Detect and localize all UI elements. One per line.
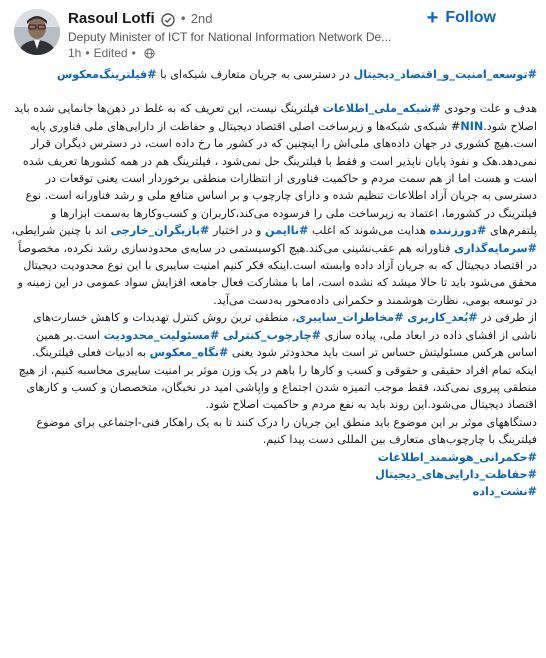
author-name-row [68, 10, 212, 27]
hashtag-link[interactable]: #بازیگران_خارجی [110, 224, 210, 238]
hashtag-link[interactable]: #فیلترینگ‌معکوس [56, 68, 157, 81]
hashtag-link[interactable]: #بُعد_کاربری [407, 311, 478, 325]
hashtag-link[interactable]: #نگاه_معکوس [149, 346, 229, 360]
post-body [9, 66, 537, 654]
edited-label: Edited [93, 46, 128, 60]
hashtag-link[interactable]: #مسئولیت_محدودیت [103, 328, 220, 342]
paragraph-gap [9, 83, 537, 100]
avatar[interactable] [14, 9, 60, 55]
hashtag-link[interactable]: #سرمایه‌گذاری [454, 241, 537, 255]
post-paragraph-4: دستگاههای موثر بر این موضوع باید منطق این جریان را درک کنند تا به یک راهکار فنی-اجتماعی برای موضوع فیلترینگ با چارچوب‌های متعارف بین المللی دست پیدا کنیم. [36, 415, 537, 447]
hashtag-link[interactable]: NIN [460, 119, 484, 133]
hashtag-link[interactable]: #توسعه_امنیت_و_اقتصاد_دیجیتال [353, 68, 537, 81]
hashtag-line [9, 466, 537, 483]
follow-button[interactable] [427, 8, 496, 28]
post-text: فیلترینگ نیست، این تعریف که به غلط در ذهن‌ها جانمایی شده باید اصلاح شود. [14, 102, 537, 133]
post-paragraph-3: اینکه تمام افراد حقیقی و حقوقی و کسب و کارها را باهم در یک وزن موثر بر امنیت سایبری محاسبه کنیم، از هیچ منطقی پیروی نمی‌کند، فقط موجب اتمیزه شدن اجتماع و واپاشی امید در نخبگان، متخصصان و کسب و کارهای اقتصاد دیجیتال می‌شود.این روند باید به نفع مردم و حاکمیت اصلاح شود. [18, 363, 537, 412]
post-title [9, 66, 537, 83]
post-text: # شبکه‌ی شبکه‌ها و زیرساخت اصلی اقتصاد دیجیتال و حفاظت از دارایی‌های ملی فناوری پایه است.هیچ کشوری در جهان داده‌های ملی‌اش را اینچنین که در کشور ما رخ داده است، در دسترس دیگران قرار نمی‌دهد.هک و نفوذ پایان ناپذیر است و فقط با فیلترینگ حل نمی‌شود ، فیلترینگ هم در همه کشورها تعریف شده است و هست اما از هم سمت مردم و حاکمیت فناوری از انتظارات منطقی برخوردار است یعنی توقعات در دسترسی به جریان آزاد اطلاعات تنظیم شده و دارای چارچوب و بر اساس منافع ملی و رشد فناورانه است. نوع فیلترینگ در کشورما، اعتماد به زیرساخت ملی را فرسوده می‌کند،کاربران و کسب‌وکارها به‌سمت ابزارها و پلتفرم‌های [22, 119, 537, 238]
hashtag-link[interactable]: #چارچوب_کنترلی [222, 328, 322, 342]
globe-icon [144, 48, 155, 59]
hashtag-line [9, 483, 537, 500]
post-text: در دسترسی به جریان متعارف شبکه‌ای با [156, 68, 354, 81]
connection-degree: 2nd [190, 11, 213, 26]
post-text: اند با چنین شرایطی، [11, 224, 111, 238]
hashtag-link[interactable]: #مخاطرات_سایبری [295, 311, 404, 325]
post-paragraph-2 [9, 309, 537, 361]
post-text: است.بر همین اساس هرکس مسئولیتش حساس تر است باید محدودتر شود یعنی [35, 328, 537, 360]
hashtag-link[interactable]: #نشت_داده [472, 485, 537, 499]
plus-icon: + [426, 7, 439, 29]
separator-dot: • [131, 46, 136, 60]
post-meta [68, 46, 155, 60]
post-header [0, 0, 546, 62]
hashtag-link[interactable]: #حکمرانی_هوشمند_اطلاعات [377, 450, 537, 464]
author-headline: Deputy Minister of ICT for National Information Network De... [68, 30, 392, 44]
hashtag-line [9, 449, 537, 466]
hashtag-link[interactable]: #دورزننده [429, 224, 487, 238]
hashtag-link[interactable]: #شبکه_ملی_اطلاعات [322, 102, 441, 116]
post-text: هدف و علت وجودی [440, 102, 537, 116]
post-text: فناورانه هم عقب‌نشینی می‌کند.هیچ اکوسیستمی در سایه‌ی محدودسازی رشد نکرده، مخصوصاً در اقتصاد دیجیتال که به جریان آزاد داده وابسته است.اینکه فکر کنیم امنیت سایبری با این نوع محدودیت دیجیتال محقق می‌شود باید تا حالا میشد که نشده است، اما با مشارکت فعال جامعه افزایش سواد عمومی در این زمینه و در توسعه بومی، نظارت هوشمند و حکمرانی داده‌محور به‌دست می‌آید. [17, 241, 537, 307]
post-text: و در اختیار [209, 224, 266, 238]
post-time: 1h [68, 46, 82, 60]
hashtag-link[interactable]: #حفاظت_دارایی‌های_دیجیتال [375, 467, 537, 481]
profile-photo-icon [14, 9, 60, 55]
post-text: به ادبیات فعلی فیلترینگ. [31, 346, 150, 360]
separator-dot: • [179, 11, 187, 26]
separator-dot: • [85, 46, 90, 60]
post-paragraph-1 [9, 100, 537, 309]
post-text: هدایت می‌شوند که اغلب [308, 224, 430, 238]
author-name[interactable]: Rasoul Lotfi [68, 10, 155, 27]
follow-label: Follow [445, 9, 496, 26]
hashtag-link[interactable]: #ناایمن [265, 224, 309, 238]
post-text: ، منطقی ترین روش کنترل تهدیدات و کاهش خسارت‌های ناشی از افشای داده در ابعاد ملی، پیاده سازی [32, 311, 537, 342]
verified-badge-icon [161, 12, 175, 26]
post-text: از طرفی در [477, 311, 537, 325]
